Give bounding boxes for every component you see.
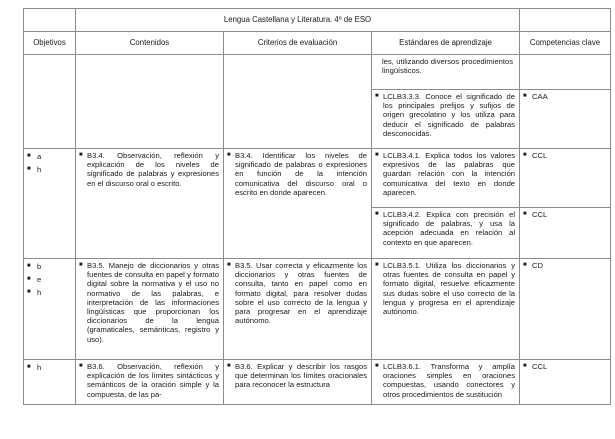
bullet-icon: ■ bbox=[27, 153, 31, 159]
objetivos-cell bbox=[24, 360, 76, 405]
estandar-cell bbox=[372, 90, 520, 149]
blank-corner-cell bbox=[24, 9, 76, 32]
objetivo-code: h bbox=[37, 363, 42, 372]
bullet-icon: ■ bbox=[375, 152, 379, 158]
estandar-text: LCLB3.4.1. Explica todos los valores expresivos de las palabras que guardan relación con la intención comunicativa del texto en donde aparecen. bbox=[383, 151, 516, 197]
estandar-text: LCLB3.6.1. Transforma y amplía oraciones simples en oraciones compuestas, usando conectores y otros procedimientos de sustitución bbox=[383, 362, 516, 399]
bullet-icon: ■ bbox=[227, 262, 231, 268]
bullet-icon: ■ bbox=[227, 363, 231, 369]
bullet-icon: ■ bbox=[79, 262, 83, 268]
objetivos-cell bbox=[24, 259, 76, 360]
table-row bbox=[24, 55, 611, 90]
bullet-icon: ■ bbox=[523, 363, 527, 369]
bullet-icon: ■ bbox=[523, 262, 527, 268]
contenido-cell bbox=[76, 259, 224, 360]
criterio-text: B3.4. Identificar los niveles de significado de palabras o expresiones en función de la intención comunicativa del discurso oral o escrito en donde aparecen. bbox=[235, 151, 367, 197]
estandar-cell bbox=[372, 55, 520, 90]
bullet-icon: ■ bbox=[523, 93, 527, 99]
bullet-icon: ■ bbox=[27, 263, 31, 269]
contenido-cell bbox=[76, 149, 224, 259]
competencia-cell bbox=[520, 259, 611, 360]
header-estandares: Estándares de aprendizaje bbox=[372, 32, 520, 55]
competencia-cell bbox=[520, 360, 611, 405]
competencia-text: CCL bbox=[532, 151, 548, 160]
competencia-text: CCL bbox=[532, 362, 548, 371]
criterio-cell bbox=[224, 259, 372, 360]
objetivo-code: b bbox=[37, 262, 42, 271]
bullet-icon: ■ bbox=[375, 93, 379, 99]
objetivos-cell bbox=[24, 149, 76, 259]
criterio-cell bbox=[224, 149, 372, 259]
objetivo-code: h bbox=[37, 165, 42, 174]
table-row bbox=[24, 259, 611, 360]
competencia-text: CD bbox=[532, 261, 543, 270]
competencia-cell bbox=[520, 149, 611, 208]
criterio-text: B3.5. Usar correcta y eficazmente los diccionarios y otras fuentes de consulta, tanto en papel como en formato digital, para resolver dudas sobre el uso correcto de la lengua y para progresar en el aprendizaje autónomo. bbox=[235, 261, 367, 326]
bullet-icon: ■ bbox=[375, 211, 379, 217]
criterio-text: B3.6. Explicar y describir los rasgos que determinan los límites oracionales para reconocer la estructura bbox=[235, 362, 367, 390]
bullet-icon: ■ bbox=[27, 166, 31, 172]
table-row bbox=[24, 360, 611, 405]
bullet-icon: ■ bbox=[227, 152, 231, 158]
bullet-icon: ■ bbox=[79, 152, 83, 158]
estandar-text: LCLB3.3.3. Conoce el significado de los principales prefijos y sufijos de origen grecolatino y los utiliza para deducir el significado de palabras desconocidas. bbox=[383, 92, 516, 138]
bullet-icon: ■ bbox=[375, 363, 379, 369]
competencia-cell bbox=[520, 90, 611, 149]
header-objetivos: Objetivos bbox=[24, 32, 76, 55]
table-row bbox=[24, 149, 611, 208]
bullet-icon: ■ bbox=[523, 211, 527, 217]
curriculum-table bbox=[23, 8, 611, 405]
bullet-icon: ■ bbox=[27, 276, 31, 282]
bullet-icon: ■ bbox=[79, 363, 83, 369]
bullet-icon: ■ bbox=[27, 289, 31, 295]
objetivo-code: e bbox=[37, 275, 42, 284]
estandar-cell bbox=[372, 360, 520, 405]
header-competencias: Competencias clave bbox=[520, 32, 611, 55]
estandar-text: LCLB3.4.2. Explica con precisión el significado de palabras, y usa la acepción adecuada en relación al contexto en que aparecen. bbox=[383, 210, 516, 247]
contenido-text: B3.6. Observación, reflexión y explicación de los límites sintácticos y semánticos de la oración simple y la compuesta, de las pa- bbox=[87, 362, 219, 399]
estandar-text: les, utilizando diversos procedimientos lingüísticos. bbox=[382, 57, 514, 76]
criterio-cell bbox=[224, 360, 372, 405]
bullet-icon: ■ bbox=[523, 152, 527, 158]
estandar-cell bbox=[372, 208, 520, 259]
objetivos-cell bbox=[24, 55, 76, 149]
objetivo-code: h bbox=[37, 288, 42, 297]
competencia-cell bbox=[520, 55, 611, 90]
criterio-cell bbox=[224, 55, 372, 149]
header-contenidos: Contenidos bbox=[76, 32, 224, 55]
competencia-text: CCL bbox=[532, 210, 548, 219]
contenido-text: B3.5. Manejo de diccionarios y otras fuentes de consulta en papel y formato digital sobre la normativa y el uso no normativo de las palabras, e interpretación de las informaciones lingüísticas que proporcionan los diccionarios de la lengua (gramaticales, semánticas, registro y uso). bbox=[87, 261, 219, 344]
bullet-icon: ■ bbox=[375, 262, 379, 268]
competencia-cell bbox=[520, 208, 611, 259]
contenido-text: B3.4. Observación, reflexión y explicación de los niveles de significado de palabras y expresiones en el discurso oral o escrito. bbox=[87, 151, 219, 188]
header-criterios: Criterios de evaluación bbox=[224, 32, 372, 55]
estandar-text: LCLB3.5.1. Utiliza los diccionarios y otras fuentes de consulta en papel y formato digital, resuelve eficazmente sus dudas sobre el uso correcto de la lengua y progresa en el aprendizaje autónomo. bbox=[383, 261, 516, 317]
estandar-cell bbox=[372, 149, 520, 208]
contenido-cell bbox=[76, 360, 224, 405]
blank-corner-cell bbox=[520, 9, 611, 32]
subject-title: Lengua Castellana y Literatura. 4º de ESO bbox=[76, 9, 520, 32]
contenido-cell bbox=[76, 55, 224, 149]
bullet-icon: ■ bbox=[27, 364, 31, 370]
estandar-cell bbox=[372, 259, 520, 360]
competencia-text: CAA bbox=[532, 92, 548, 101]
objetivo-code: a bbox=[37, 152, 42, 161]
